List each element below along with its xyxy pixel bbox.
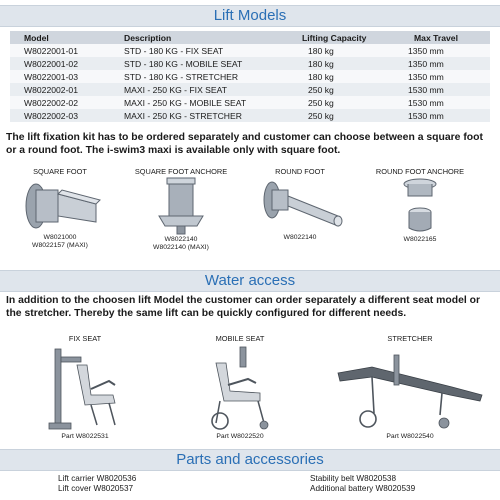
part-additional-battery: Additional battery W8020539 xyxy=(310,483,416,493)
item-code: W8021000 xyxy=(43,234,77,241)
item-title: FIX SEAT xyxy=(68,334,102,343)
item-title: SQUARE FOOT ANCHORE xyxy=(134,167,228,176)
cell-model: W8022001-02 xyxy=(10,57,122,70)
lift-models-table xyxy=(10,31,490,122)
cell-capacity: 250 kg xyxy=(300,96,400,109)
round-foot-anchore-item xyxy=(360,167,480,244)
item-title: ROUND FOOT xyxy=(275,167,325,176)
water-access-heading: Water access xyxy=(204,272,296,289)
cell-capacity: 180 kg xyxy=(300,44,400,57)
item-title: SQUARE FOOT xyxy=(33,167,87,176)
cell-model: W8022002-03 xyxy=(10,109,122,122)
parts-left-list xyxy=(58,474,136,493)
item-part: Part W8022520 xyxy=(216,433,264,440)
cell-capacity: 250 kg xyxy=(300,109,400,122)
fixation-paragraph: The lift fixation kit has to be ordered separately and customer can choose between a square foot or a round foot. The i-swim3 maxi is available only with square foot. xyxy=(6,132,483,156)
cell-travel: 1350 mm xyxy=(400,44,490,57)
parts-right-list xyxy=(310,474,415,493)
stretcher-image xyxy=(332,343,488,433)
lift-models-heading: Lift Models xyxy=(213,7,287,24)
round-foot-image xyxy=(252,176,348,234)
cell-description: STD - 180 KG - MOBILE SEAT xyxy=(122,57,300,70)
square-foot-anchore-image xyxy=(151,176,211,236)
round-foot-item xyxy=(250,167,350,242)
water-access-banner xyxy=(0,270,500,292)
item-code-maxi: W8022157 (MAXI) xyxy=(32,242,88,249)
column-header-capacity: Lifting Capacity xyxy=(300,31,400,44)
item-code: W8022140 xyxy=(283,234,317,241)
cell-travel: 1350 mm xyxy=(400,70,490,83)
cell-travel: 1530 mm xyxy=(400,109,490,122)
cell-model: W8022001-01 xyxy=(10,44,122,57)
cell-travel: 1350 mm xyxy=(400,57,490,70)
column-header-description: Description xyxy=(122,31,300,44)
mobile-seat-image xyxy=(190,343,290,433)
cell-capacity: 180 kg xyxy=(300,70,400,83)
parts-heading: Parts and accessories xyxy=(176,451,324,468)
mobile-seat-item xyxy=(185,334,295,441)
cell-capacity: 180 kg xyxy=(300,57,400,70)
cell-capacity: 250 kg xyxy=(300,83,400,96)
table-row xyxy=(10,44,490,57)
parts-banner xyxy=(0,449,500,471)
stretcher-item xyxy=(330,334,490,441)
square-foot-image xyxy=(12,176,108,234)
table-row xyxy=(10,83,490,96)
item-code: W8022165 xyxy=(403,236,437,243)
water-access-paragraph: In addition to the choosen lift Model the customer can order separately a different seat model or the stretcher. Thereby the same lift can be quickly configured for different needs. xyxy=(6,295,481,319)
cell-model: W8022001-03 xyxy=(10,70,122,83)
part-lift-cover: Lift cover W8020537 xyxy=(58,483,134,493)
column-header-travel: Max Travel xyxy=(400,31,490,44)
cell-description: STD - 180 KG - FIX SEAT xyxy=(122,44,300,57)
cell-description: STD - 180 KG - STRETCHER xyxy=(122,70,300,83)
item-code-maxi: W8022140 (MAXI) xyxy=(153,244,209,251)
item-part: Part W8022531 xyxy=(61,433,109,440)
round-foot-anchore-image xyxy=(395,176,445,236)
item-title: ROUND FOOT ANCHORE xyxy=(375,167,465,176)
square-foot-anchore-item xyxy=(122,167,240,252)
table-row xyxy=(10,109,490,122)
item-code: W8022140 xyxy=(164,236,198,243)
fix-seat-item xyxy=(30,334,140,441)
cell-travel: 1530 mm xyxy=(400,96,490,109)
lift-models-banner xyxy=(0,5,500,27)
column-header-model: Model xyxy=(10,31,122,44)
cell-description: MAXI - 250 KG - MOBILE SEAT xyxy=(122,96,300,109)
table-header-row xyxy=(10,31,490,44)
part-stability-belt: Stability belt W8020538 xyxy=(310,474,397,483)
cell-description: MAXI - 250 KG - STRETCHER xyxy=(122,109,300,122)
fix-seat-image xyxy=(35,343,135,433)
cell-travel: 1530 mm xyxy=(400,83,490,96)
cell-model: W8022002-02 xyxy=(10,96,122,109)
item-title: MOBILE SEAT xyxy=(215,334,265,343)
square-foot-item xyxy=(10,167,110,250)
table-row xyxy=(10,96,490,109)
item-title: STRETCHER xyxy=(387,334,433,343)
cell-description: MAXI - 250 KG - FIX SEAT xyxy=(122,83,300,96)
table-row xyxy=(10,70,490,83)
part-lift-carrier: Lift carrier W8020536 xyxy=(58,474,137,483)
table-row xyxy=(10,57,490,70)
cell-model: W8022002-01 xyxy=(10,83,122,96)
item-part: Part W8022540 xyxy=(386,433,434,440)
